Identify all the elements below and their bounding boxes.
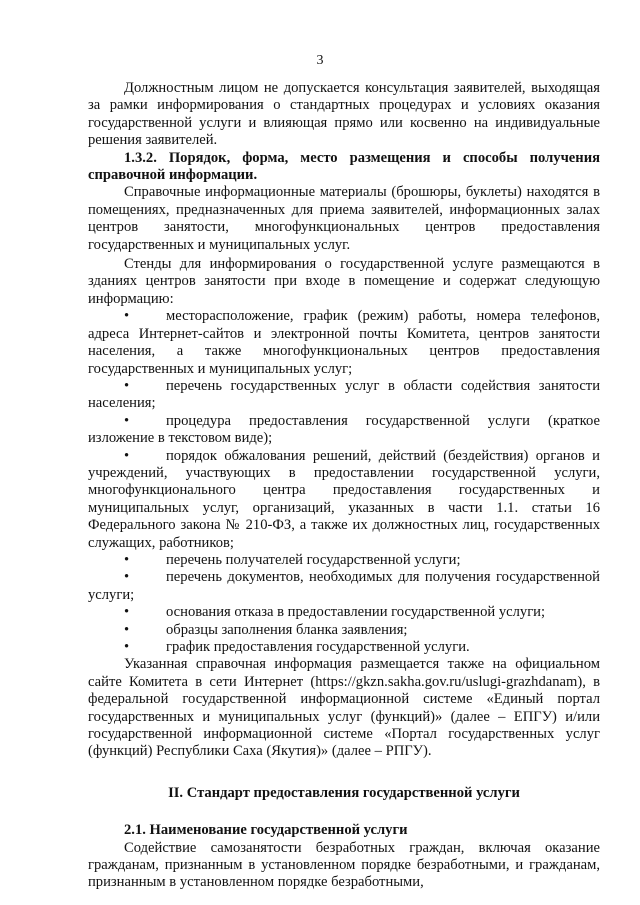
list-item — [88, 639, 600, 656]
section-title: II. Стандарт предоставления государственной услуги — [168, 784, 520, 801]
list-item-text: образцы заполнения бланка заявления; — [166, 621, 408, 638]
paragraph-reference-materials: Справочные информационные материалы (брошюры, буклеты) находятся в помещениях, предназначенных для приема заявителей, информационных залах центров занятости, многофункциональных центров предоставления государственных и муниципальных услуг. — [88, 184, 600, 253]
list-item — [88, 413, 600, 448]
paragraph-consultation: Должностным лицом не допускается консультация заявителей, выходящая за рамки информирования о стандартных процедурах и условиях оказания государственной услуги и влияющая прямо или косвенно на индивидуальные решения заявителей. — [88, 80, 600, 149]
paragraph-official-site: Указанная справочная информация размещается также на официальном сайте Комитета в сети Интернет (https://gkzn.sakha.gov.ru/uslugi-grazhdanam), в федеральной государственной информационной системе «Единый портал государственных и муниципальных услуг (функций)» (далее – ЕПГУ) и/или государственной информационной системе «Портал государственных услуг (функций) Республики Саха (Якутия)» (далее – РПГУ). — [88, 656, 600, 760]
info-bullet-list — [88, 308, 600, 656]
bullet-icon: • — [124, 569, 130, 586]
document-body — [88, 80, 600, 892]
bullet-icon: • — [124, 639, 130, 655]
list-item-text: основания отказа в предоставлении государственной услуги; — [166, 604, 546, 621]
bullet-icon: • — [124, 412, 130, 429]
list-item — [88, 604, 600, 621]
paragraph-self-employment: Содействие самозанятости безработных граждан, включая оказание гражданам, признанным в установленном порядке безработными, и гражданам, признанным в установленном порядке безработными, — [88, 839, 600, 891]
list-item-text: перечень государственных услуг в области содействия занятости населения; — [88, 377, 600, 412]
list-item-text: график предоставления государственной услуги. — [166, 639, 470, 655]
subheading-2-1: 2.1. Наименование государственной услуги — [124, 822, 408, 839]
paragraph-stands: Стенды для информирования о государственной услуге размещаются в зданиях центров занятости при входе в помещение и содержат следующую информацию: — [88, 256, 600, 307]
list-item — [88, 552, 600, 569]
bullet-icon: • — [124, 447, 130, 464]
list-item — [88, 378, 600, 413]
bullet-icon: • — [124, 604, 130, 621]
bullet-icon: • — [124, 308, 130, 325]
list-item-text: перечень документов, необходимых для получения государственной услуги; — [88, 569, 600, 603]
list-item-text: перечень получателей государственной услуги; — [166, 551, 461, 568]
list-item-text: порядок обжалования решений, действий (бездействия) органов и учреждений, участвующих в предоставлении государственной услуги, многофункционального центра предоставления государственных и муниципальных услуг, организаций, указанных в части 1.1. статьи 16 Федерального закона № 210-ФЗ, а также их должностных лиц, государственных служащих, работников; — [88, 447, 600, 551]
heading-1-3-2: 1.3.2. Порядок, форма, место размещения и способы получения справочной информации. — [88, 149, 600, 184]
list-item-text: процедура предоставления государственной услуги (краткое изложение в текстовом виде); — [88, 412, 600, 447]
bullet-icon: • — [124, 621, 130, 638]
list-item — [88, 448, 600, 552]
bullet-icon: • — [124, 551, 130, 568]
list-item-text: месторасположение, график (режим) работы, номера телефонов, адреса Интернет-сайтов и электронной почты Комитета, центров занятости населения, а также многофункциональных центров предоставления государственных и муниципальных услуг; — [88, 308, 600, 377]
bullet-icon: • — [124, 377, 130, 394]
page-number: 3 — [316, 53, 324, 68]
list-item — [88, 569, 600, 604]
list-item — [88, 308, 600, 378]
list-item — [88, 622, 600, 639]
